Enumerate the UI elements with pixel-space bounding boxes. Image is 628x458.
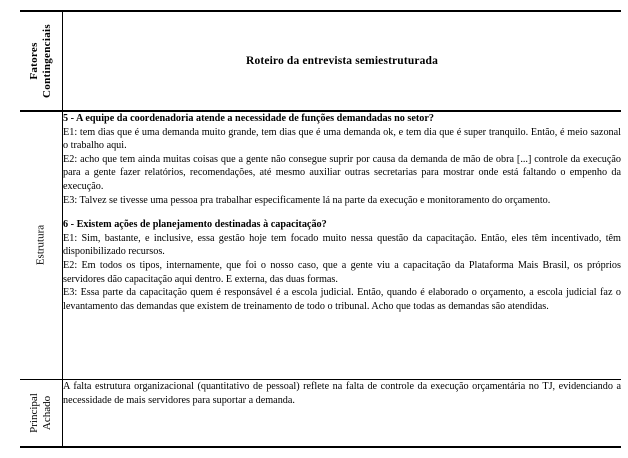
- table-body-row-estrutura: [20, 111, 621, 379]
- question-text-6: 6 - Existem ações de planejamento destinadas à capacitação?: [63, 219, 327, 231]
- answer-e1-q5: E1: tem dias que é uma demanda muito grande, tem dias que é uma demanda ok, e tem dia que é super tranquilo. Então, é meio sazonal o trabalho aqui.: [63, 126, 621, 152]
- interview-matrix-table: [20, 10, 621, 448]
- table-finding-row: [20, 379, 621, 447]
- answer-e2-q5: E2: acho que tem ainda muitas coisas que a gente não consegue suprir por causa da demanda de mão de obra [...] controle da execução para a gente fazer relatórios, recomendações, até mesmo auxiliar outras secretarias para mostrar onde está faltando o empenho da execução.: [63, 153, 621, 192]
- header-title-cell: [63, 11, 622, 111]
- finding-content-cell: [63, 379, 622, 447]
- row-content-cell-estrutura: [63, 111, 622, 379]
- answer-e3-q6: E3: Essa parte da capacitação quem é responsável é a escola judicial. Então, quando é elaborado o orçamento, a escola judicial faz o levantamento das demandas que existem de treinamento de todo o tribunal. Acho que todas as demandas são atendidas.: [63, 287, 621, 312]
- answer-e1-q6: E1: Sim, bastante, e inclusive, essa gestão hoje tem focado muito nessa questão da capacitação. Então, eles têm incentivado, têm disponibilizado recursos.: [63, 232, 621, 258]
- finding-label-line-2: Achado: [41, 395, 53, 430]
- table-title: Roteiro da entrevista semiestruturada: [246, 55, 438, 67]
- question-text-5: 5 - A equipe da coordenadoria atende a necessidade de funções demandadas no setor?: [63, 113, 435, 124]
- row-label-rotated-estrutura: [35, 225, 48, 265]
- finding-label-rotated: [28, 393, 54, 433]
- finding-label-cell: [20, 379, 63, 447]
- header-label-rotated: [28, 24, 54, 98]
- question-block-6: [63, 218, 621, 313]
- header-label-cell: [20, 11, 63, 111]
- row-label-estrutura: Estrutura: [34, 225, 47, 266]
- finding-label-line-1: Principal: [28, 392, 41, 433]
- header-label-line-2: Contingenciais: [41, 24, 53, 98]
- answer-e3-q5: E3: Talvez se tivesse uma pessoa pra trabalhar especificamente lá na parte da execução e monitoramento do orçamento.: [63, 194, 551, 206]
- answer-e2-q6: E2: Em todos os tipos, internamente, que foi o nosso caso, que a gente viu a capacitação da Plataforma Mais Brasil, os próprios servidores dão capacitação aqui dentro. E externa, das duas formas.: [63, 259, 621, 285]
- interview-matrix-table-wrapper: [20, 10, 620, 448]
- finding-text: A falta estrutura organizacional (quantitativo de pessoal) reflete na falta de controle da execução orçamentária no TJ, evidenciando a necessidade de mais servidores para suportar a demanda.: [63, 380, 621, 406]
- table-header-row: [20, 11, 621, 111]
- header-label-line-1: Fatores: [28, 42, 41, 80]
- question-block-5: [63, 112, 621, 207]
- row-label-cell-estrutura: [20, 111, 63, 379]
